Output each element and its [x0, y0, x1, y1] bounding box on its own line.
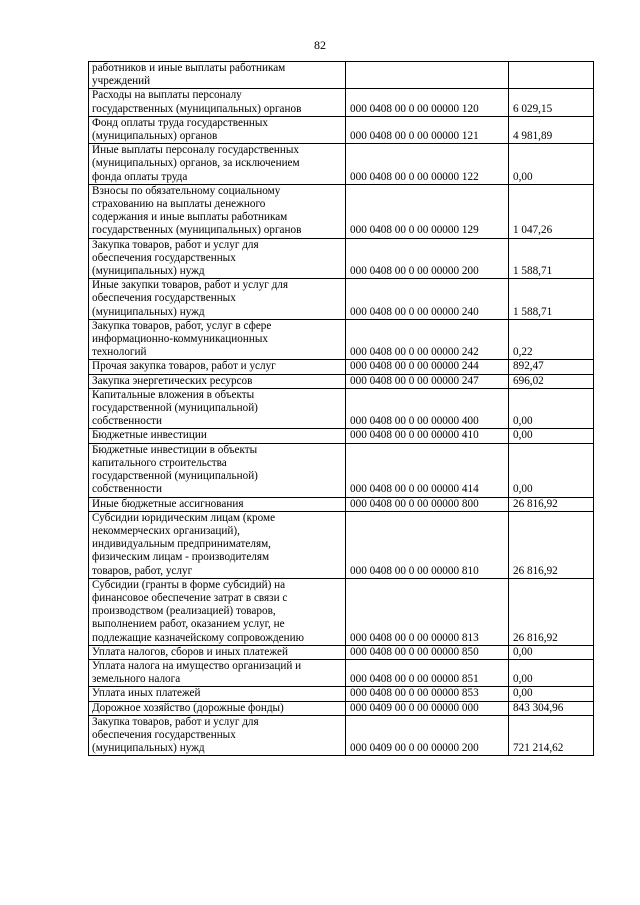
- row-code-cell: 000 0408 00 0 00 00000 853: [346, 687, 509, 701]
- row-code-cell: 000 0408 00 0 00 00000 850: [346, 645, 509, 659]
- row-code-cell: 000 0408 00 0 00 00000 247: [346, 374, 509, 388]
- row-name-cell: Иные бюджетные ассигнования: [89, 497, 346, 511]
- row-amount-cell: 1 588,71: [509, 238, 594, 279]
- row-code-cell: 000 0408 00 0 00 00000 121: [346, 116, 509, 143]
- row-name-cell: Закупка товаров, работ и услуг для обеспечения государственных (муниципальных) нужд: [89, 715, 346, 756]
- table-row: [89, 360, 594, 374]
- row-name-cell: Уплата налогов, сборов и иных платежей: [89, 645, 346, 659]
- row-code-cell: 000 0408 00 0 00 00000 129: [346, 184, 509, 238]
- row-code-cell: 000 0408 00 0 00 00000 810: [346, 511, 509, 578]
- row-code-cell: 000 0408 00 0 00 00000 851: [346, 659, 509, 686]
- row-amount-cell: 0,00: [509, 144, 594, 185]
- row-code-cell: 000 0408 00 0 00 00000 244: [346, 360, 509, 374]
- row-amount-cell: 721 214,62: [509, 715, 594, 756]
- row-code-cell: 000 0408 00 0 00 00000 813: [346, 578, 509, 645]
- row-code-cell: 000 0408 00 0 00 00000 200: [346, 238, 509, 279]
- table-row: [89, 279, 594, 320]
- row-name-cell: Расходы на выплаты персоналу государственных (муниципальных) органов: [89, 89, 346, 116]
- row-name-cell: Прочая закупка товаров, работ и услуг: [89, 360, 346, 374]
- row-amount-cell: 26 816,92: [509, 497, 594, 511]
- table-row: [89, 374, 594, 388]
- row-name-cell: Бюджетные инвестиции: [89, 429, 346, 443]
- table-row: [89, 238, 594, 279]
- row-name-cell: Субсидии (гранты в форме субсидий) на финансовое обеспечение затрат в связи с производством (реализацией) товаров, выполнением работ, оказанием услуг, не подлежащие казначейскому сопровождению: [89, 578, 346, 645]
- row-name-cell: Уплата налога на имущество организаций и земельного налога: [89, 659, 346, 686]
- row-code-cell: 000 0408 00 0 00 00000 410: [346, 429, 509, 443]
- row-name-cell: Иные выплаты персоналу государственных (муниципальных) органов, за исключением фонда оплаты труда: [89, 144, 346, 185]
- row-amount-cell: 0,00: [509, 443, 594, 497]
- table-row: [89, 645, 594, 659]
- row-amount-cell: 26 816,92: [509, 511, 594, 578]
- row-code-cell: 000 0408 00 0 00 00000 800: [346, 497, 509, 511]
- table-row: [89, 443, 594, 497]
- page-number: 82: [314, 38, 326, 52]
- row-amount-cell: 892,47: [509, 360, 594, 374]
- row-amount-cell: [509, 62, 594, 89]
- row-amount-cell: 0,00: [509, 659, 594, 686]
- row-name-cell: Фонд оплаты труда государственных (муниципальных) органов: [89, 116, 346, 143]
- row-amount-cell: 0,00: [509, 687, 594, 701]
- row-name-cell: Бюджетные инвестиции в объекты капитального строительства государственной (муниципальной) собственности: [89, 443, 346, 497]
- row-amount-cell: 0,00: [509, 645, 594, 659]
- table-row: [89, 62, 594, 89]
- row-code-cell: 000 0409 00 0 00 00000 000: [346, 701, 509, 715]
- row-name-cell: Иные закупки товаров, работ и услуг для обеспечения государственных (муниципальных) нужд: [89, 279, 346, 320]
- budget-table: [88, 61, 594, 756]
- table-row: [89, 701, 594, 715]
- row-amount-cell: 4 981,89: [509, 116, 594, 143]
- table-row: [89, 184, 594, 238]
- row-code-cell: 000 0408 00 0 00 00000 240: [346, 279, 509, 320]
- row-name-cell: работников и иные выплаты работникам учреждений: [89, 62, 346, 89]
- row-name-cell: Закупка энергетических ресурсов: [89, 374, 346, 388]
- row-code-cell: 000 0408 00 0 00 00000 120: [346, 89, 509, 116]
- row-code-cell: 000 0408 00 0 00 00000 414: [346, 443, 509, 497]
- row-amount-cell: 0,00: [509, 429, 594, 443]
- row-amount-cell: 1 588,71: [509, 279, 594, 320]
- table-row: [89, 578, 594, 645]
- row-name-cell: Субсидии юридическим лицам (кроме некоммерческих организаций), индивидуальным предпринимателям, физическим лицам - производителям товаров, работ, услуг: [89, 511, 346, 578]
- table-row: [89, 659, 594, 686]
- table-row: [89, 116, 594, 143]
- row-code-cell: 000 0408 00 0 00 00000 242: [346, 319, 509, 360]
- table-row: [89, 497, 594, 511]
- row-code-cell: [346, 62, 509, 89]
- table-row: [89, 429, 594, 443]
- row-name-cell: Взносы по обязательному социальному страхованию на выплаты денежного содержания и иные выплаты работникам государственных (муниципальных) органов: [89, 184, 346, 238]
- row-code-cell: 000 0409 00 0 00 00000 200: [346, 715, 509, 756]
- row-amount-cell: 0,22: [509, 319, 594, 360]
- row-amount-cell: 843 304,96: [509, 701, 594, 715]
- row-name-cell: Дорожное хозяйство (дорожные фонды): [89, 701, 346, 715]
- row-name-cell: Закупка товаров, работ и услуг для обеспечения государственных (муниципальных) нужд: [89, 238, 346, 279]
- table-row: [89, 511, 594, 578]
- row-name-cell: Закупка товаров, работ, услуг в сфере информационно-коммуникационных технологий: [89, 319, 346, 360]
- row-name-cell: Капитальные вложения в объекты государственной (муниципальной) собственности: [89, 388, 346, 429]
- table-row: [89, 715, 594, 756]
- row-amount-cell: 0,00: [509, 388, 594, 429]
- table-row: [89, 319, 594, 360]
- table-row: [89, 89, 594, 116]
- row-code-cell: 000 0408 00 0 00 00000 400: [346, 388, 509, 429]
- table-row: [89, 687, 594, 701]
- row-code-cell: 000 0408 00 0 00 00000 122: [346, 144, 509, 185]
- row-amount-cell: 696,02: [509, 374, 594, 388]
- row-name-cell: Уплата иных платежей: [89, 687, 346, 701]
- row-amount-cell: 6 029,15: [509, 89, 594, 116]
- row-amount-cell: 26 816,92: [509, 578, 594, 645]
- row-amount-cell: 1 047,26: [509, 184, 594, 238]
- table-row: [89, 388, 594, 429]
- table-row: [89, 144, 594, 185]
- budget-table-body: [89, 62, 594, 756]
